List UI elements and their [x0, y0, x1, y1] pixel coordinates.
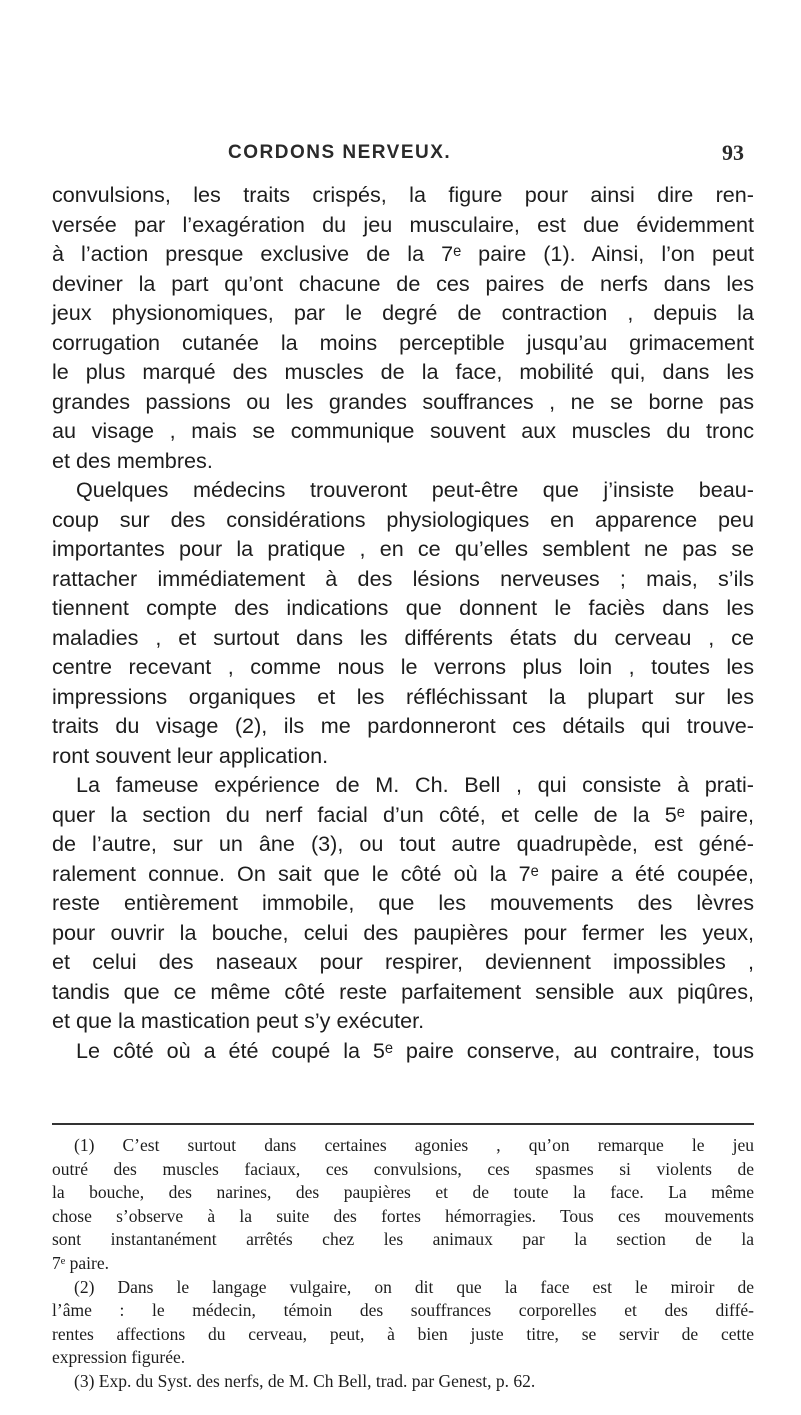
footnote-line: 7ᵉ paire.: [52, 1252, 109, 1273]
body-line: corrugation cutanée la moins perceptible jusqu’au grimacement: [52, 329, 754, 355]
body-line: deviner la part qu’ont chacune de ces paires de nerfs dans les: [52, 270, 754, 296]
page-number: 93: [722, 140, 744, 165]
body-line: convulsions, les traits crispés, la figure pour ainsi dire ren-: [52, 182, 754, 207]
page-header: [0, 136, 801, 176]
body-line: versée par l’exagération du jeu musculaire, est due évidemment: [52, 211, 754, 237]
body-line: et celui des naseaux pour respirer, deviennent impossibles ,: [52, 949, 754, 974]
body-line: et des membres.: [52, 447, 213, 473]
body-line: ralement connue. On sait que le côté où la 7ᵉ paire a été coupée,: [52, 860, 754, 886]
footnotes: [52, 1134, 754, 1394]
body-line: coup sur des considérations physiologiques en apparence peu: [52, 506, 754, 532]
footnote-line: sont instantanément arrêtés chez les animaux par la section de la: [52, 1229, 754, 1250]
body-line: de l’autre, sur un âne (3), ou tout autre quadrupède, est géné-: [52, 831, 754, 856]
body-line: traits du visage (2), ils me pardonneront ces détails qui trouve-: [52, 713, 754, 738]
footnote-line: outré des muscles faciaux, ces convulsions, ces spasmes si violents de: [52, 1158, 754, 1179]
footnote-line: (3) Exp. du Syst. des nerfs, de M. Ch Bell, trad. par Genest, p. 62.: [74, 1370, 536, 1391]
body-line: importantes pour la pratique , en ce qu’elles semblent ne pas se: [52, 536, 754, 561]
footnote-line: l’âme : le médecin, témoin des souffrances corporelles et des diffé-: [52, 1300, 754, 1321]
body-line: tandis que ce même côté reste parfaitement sensible aux piqûres,: [52, 978, 754, 1004]
footnote-line: la bouche, des narines, des paupières et de toute la face. La même: [52, 1182, 754, 1203]
body-line: reste entièrement immobile, que les mouvements des lèvres: [52, 890, 754, 915]
footnote-line: expression figurée.: [52, 1347, 186, 1368]
body-line: Quelques médecins trouveront peut-être que j’insiste beau-: [76, 477, 754, 502]
body-line: et que la mastication peut s’y exécuter.: [52, 1008, 425, 1033]
body-line: jeux physionomiques, par le degré de contraction , depuis la: [52, 300, 754, 325]
body-line: au visage , mais se communique souvent aux muscles du tronc: [52, 418, 754, 443]
footnote-rule: [52, 1123, 754, 1125]
running-head: CORDONS NERVEUX.: [228, 142, 452, 163]
body-line: rattacher immédiatement à des lésions nerveuses ; mais, s’ils: [52, 565, 754, 591]
footnote-line: (1) C’est surtout dans certaines agonies , qu’on remarque le jeu: [74, 1135, 754, 1155]
body-line: ront souvent leur application.: [52, 742, 329, 768]
body-line: La fameuse expérience de M. Ch. Bell , qui consiste à prati-: [76, 772, 754, 797]
footnote-line: (2) Dans le langage vulgaire, on dit que la face est le miroir de: [74, 1276, 754, 1297]
body-line: grandes passions ou les grandes souffrances , ne se borne pas: [52, 388, 754, 414]
body-line: à l’action presque exclusive de la 7ᵉ paire (1). Ainsi, l’on peut: [52, 241, 754, 266]
footnote-line: chose s’observe à la suite des fortes hémorragies. Tous ces mouvements: [52, 1205, 754, 1226]
body-line: Le côté où a été coupé la 5ᵉ paire conserve, au contraire, tous: [76, 1037, 754, 1063]
body-line: impressions organiques et les réfléchissant la plupart sur les: [52, 683, 754, 709]
footnote-line: rentes affections du cerveau, peut, à bien juste titre, se servir de cette: [52, 1323, 754, 1344]
body-line: centre recevant , comme nous le verrons plus loin , toutes les: [52, 654, 754, 679]
body-line: le plus marqué des muscles de la face, mobilité qui, dans les: [52, 359, 754, 384]
body-text: [52, 180, 754, 1065]
body-line: quer la section du nerf facial d’un côté, et celle de la 5ᵉ paire,: [52, 801, 754, 827]
body-line: tiennent compte des indications que donnent le faciès dans les: [52, 595, 754, 620]
body-line: pour ouvrir la bouche, celui des paupières pour fermer les yeux,: [52, 919, 754, 945]
body-line: maladies , et surtout dans les différents états du cerveau , ce: [52, 624, 754, 650]
